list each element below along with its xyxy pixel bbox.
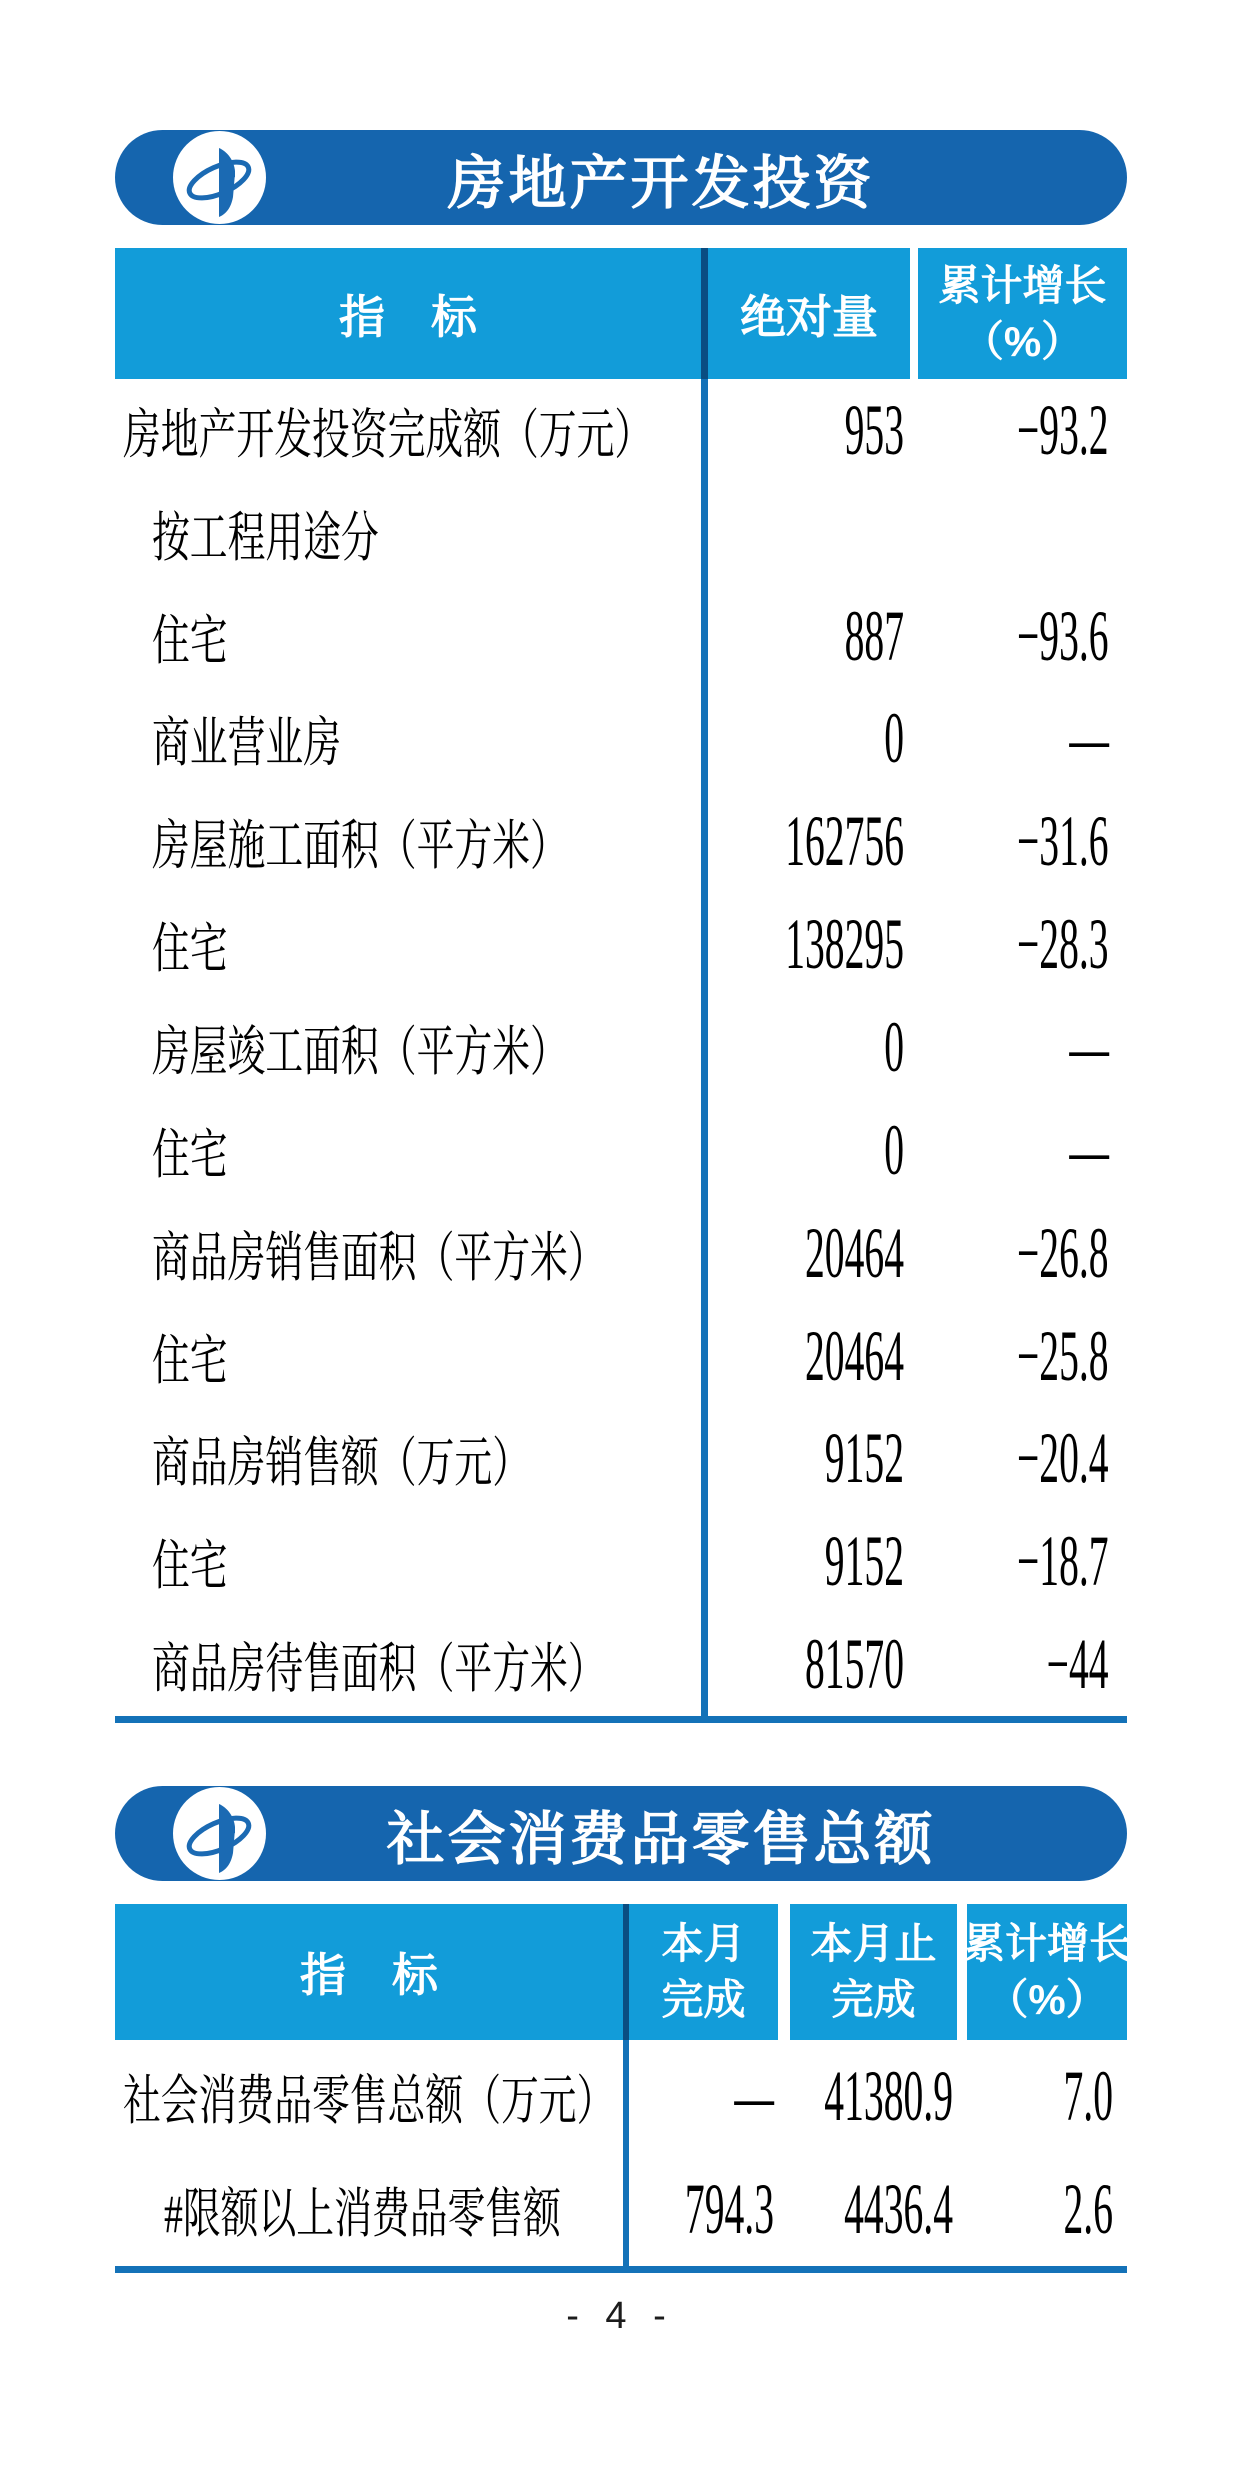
growth-value: −31.6 (1017, 801, 1109, 882)
table2-body (115, 2040, 1127, 2266)
section2-title: 社会消费品零售总额 (386, 1806, 936, 1872)
table2-body-column-divider (623, 2040, 629, 2266)
table-row (115, 2153, 1127, 2266)
absolute-value: 20464 (805, 1315, 904, 1396)
table2-header-divider2 (778, 1904, 790, 2040)
table1-col-indicator: 指 标 (115, 248, 701, 379)
indicator-label: 商业营业房 (152, 713, 341, 774)
indicator-label: 房地产开发投资完成额（万元） (123, 404, 653, 465)
table2-col-month-line2: 完成 (661, 1976, 746, 2023)
table-row (115, 1202, 1127, 1305)
table1-col-growth-line1: 累计增长 (938, 261, 1107, 309)
table2-col-growth-line2: （%） (986, 1976, 1108, 2023)
table-row (115, 893, 1127, 996)
table-row (115, 585, 1127, 688)
absolute-value: 953 (844, 389, 904, 470)
absolute-value: 20464 (805, 1212, 904, 1293)
indicator-label: 住宅 (152, 1330, 228, 1391)
cumulative-value: 41380.9 (824, 2056, 953, 2136)
table2-col-growth (963, 1904, 1132, 2040)
growth-value: — (1069, 1006, 1109, 1087)
table2-col-growth-line1: 累计增长 (963, 1920, 1132, 1967)
absolute-value: 0 (884, 1006, 904, 1087)
indicator-label: #限额以上消费品零售额 (164, 2184, 561, 2244)
table2-bottom-rule (115, 2266, 1127, 2273)
table1-bottom-rule (115, 1716, 1127, 1723)
table-row (115, 688, 1127, 791)
table-row (115, 2040, 1127, 2153)
table-row (115, 1407, 1127, 1510)
absolute-value: 138295 (785, 904, 904, 985)
indicator-label: 房屋施工面积（平方米） (152, 816, 568, 877)
growth-value: 2.6 (1063, 2169, 1113, 2249)
growth-value: −28.3 (1017, 904, 1109, 985)
table2-col-month-line1: 本月 (661, 1920, 746, 1967)
absolute-value: 0 (884, 1109, 904, 1190)
table-row (115, 1510, 1127, 1613)
table-row (115, 482, 1127, 585)
table1-col-growth-line2: （%） (961, 317, 1084, 365)
table1-col-absolute: 绝对量 (708, 248, 910, 379)
growth-value: 7.0 (1063, 2056, 1113, 2136)
growth-value: −44 (1047, 1624, 1109, 1705)
table-row (115, 996, 1127, 1099)
indicator-label: 住宅 (152, 1124, 228, 1185)
absolute-value: 81570 (805, 1624, 904, 1705)
table2-col-cumulative-line2: 完成 (831, 1976, 916, 2023)
absolute-value: 9152 (824, 1521, 904, 1602)
table1-header-column-divider (701, 248, 708, 379)
table1-body-column-divider (701, 379, 708, 1716)
growth-value: — (1069, 1109, 1109, 1190)
indicator-label: 住宅 (152, 1536, 228, 1597)
table2-col-indicator: 指 标 (115, 1904, 623, 2040)
growth-value: −18.7 (1017, 1521, 1109, 1602)
table-row (115, 1305, 1127, 1408)
table1-col-growth (918, 248, 1127, 379)
absolute-value: 9152 (824, 1418, 904, 1499)
indicator-label: 房屋竣工面积（平方米） (152, 1021, 568, 1082)
page-number: - 4 - (566, 2295, 674, 2337)
indicator-label: 社会消费品零售总额（万元） (123, 2071, 615, 2131)
indicator-label: 商品房待售面积（平方米） (152, 1639, 606, 1700)
growth-value: −93.2 (1017, 389, 1109, 470)
table1-body (115, 379, 1127, 1716)
cumulative-value: 4436.4 (844, 2169, 953, 2249)
table2-header-column-divider (623, 1904, 629, 2040)
table-row (115, 1099, 1127, 1202)
growth-value: −25.8 (1017, 1315, 1109, 1396)
table2-col-cumulative (790, 1904, 957, 2040)
indicator-label: 按工程用途分 (152, 507, 379, 568)
indicator-label: 住宅 (152, 919, 228, 980)
growth-value: −93.6 (1017, 595, 1109, 676)
table2-col-month (629, 1904, 778, 2040)
month-value: — (734, 2056, 774, 2136)
table1-header-divider2 (910, 248, 918, 379)
growth-value: −26.8 (1017, 1212, 1109, 1293)
table-row (115, 379, 1127, 482)
table2-header (115, 1904, 1132, 2040)
absolute-value: 887 (844, 595, 904, 676)
indicator-label: 商品房销售面积（平方米） (152, 1227, 606, 1288)
table2-col-cumulative-line1: 本月止 (810, 1920, 937, 1967)
growth-value: — (1069, 698, 1109, 779)
growth-value: −20.4 (1017, 1418, 1109, 1499)
table1-header (115, 248, 1127, 379)
indicator-label: 住宅 (152, 610, 228, 671)
absolute-value: 162756 (785, 801, 904, 882)
month-value: 794.3 (684, 2169, 774, 2249)
section2-banner (115, 1786, 1127, 1881)
absolute-value: 0 (884, 698, 904, 779)
section1-title: 房地产开发投资 (447, 150, 875, 216)
section1-banner (115, 130, 1127, 225)
indicator-label: 商品房销售额（万元） (152, 1433, 530, 1494)
table-row (115, 790, 1127, 893)
table-row (115, 1613, 1127, 1716)
